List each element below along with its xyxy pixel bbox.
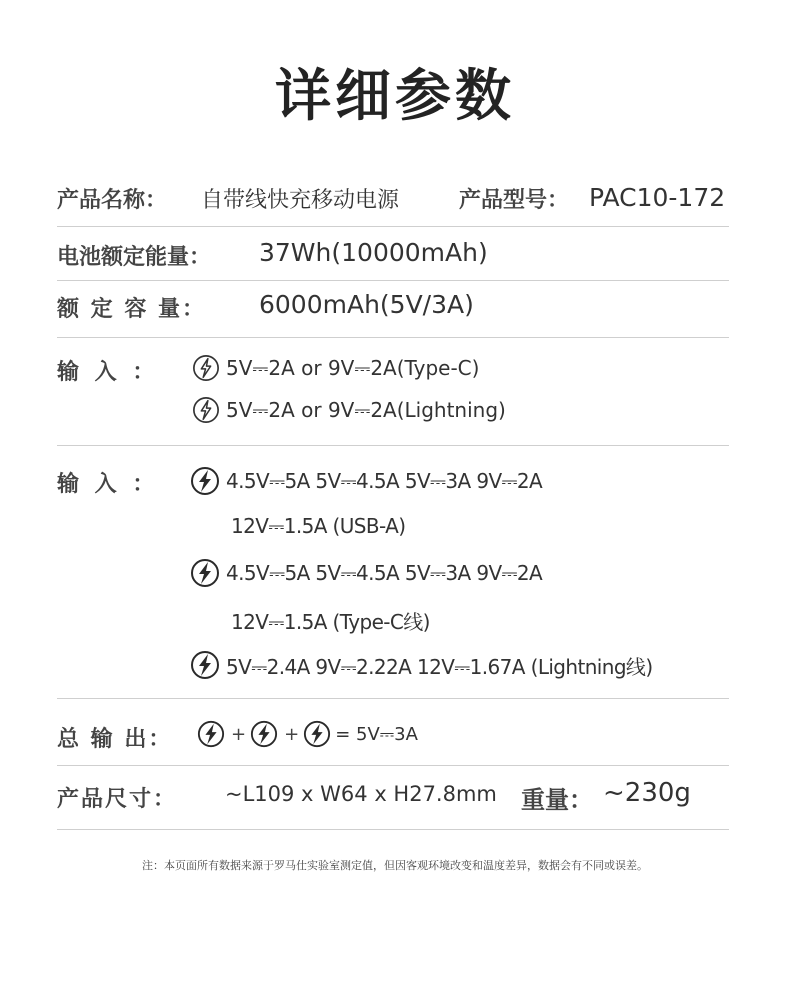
size-value: ~L109 x W64 x H27.8mm — [225, 782, 497, 806]
name-label: 产品名称： — [57, 188, 168, 213]
divider — [57, 337, 729, 338]
divider — [57, 698, 729, 699]
output-line — [231, 606, 430, 635]
output-line-text: 5V⎓2.4A 9V⎓2.22A 12V⎓1.67A (Lightning线) — [226, 654, 653, 679]
output-row — [57, 464, 729, 689]
input-line-text: 5V⎓2A or 9V⎓2A(Type-C) — [226, 356, 480, 380]
model-label: 产品型号： — [459, 188, 570, 213]
input-row — [57, 352, 729, 432]
weight-label: 重量： — [521, 786, 593, 814]
divider — [57, 829, 729, 830]
total-output-row — [57, 720, 729, 754]
disclaimer-note: 注：本页面所有数据来源于罗马仕实验室测定值，但因客观环境改变和温度差异，数据会有不同或误差。 — [142, 859, 648, 872]
lightning-circle-solid-icon — [197, 720, 225, 748]
lightning-circle-solid-icon — [190, 650, 220, 680]
output-line — [190, 558, 542, 588]
input-line — [192, 354, 479, 382]
output-label: 输 入 ： — [57, 472, 159, 497]
input-line — [192, 396, 506, 424]
total-output-value: = 5V⎓3A — [335, 723, 418, 745]
divider — [57, 280, 729, 281]
input-line-text: 5V⎓2A or 9V⎓2A(Lightning) — [226, 398, 506, 422]
total-output-label: 总 输 出： — [57, 727, 173, 752]
output-line-text: 12V⎓1.5A (Type-C线) — [231, 610, 430, 634]
output-line-text: 4.5V⎓5A 5V⎓4.5A 5V⎓3A 9V⎓2A — [226, 561, 543, 585]
divider — [57, 445, 729, 446]
output-line-text: 12V⎓1.5A (USB-A) — [231, 514, 406, 538]
plus-sign: + — [284, 723, 300, 745]
size-label: 产品尺寸： — [57, 787, 178, 812]
input-label: 输 入 ： — [57, 360, 159, 385]
energy-row — [57, 240, 729, 270]
plus-sign: + — [231, 723, 247, 745]
energy-label: 电池额定能量： — [57, 245, 212, 270]
output-line — [190, 650, 653, 680]
lightning-circle-solid-icon — [190, 558, 220, 588]
lightning-circle-solid-icon — [250, 720, 278, 748]
model-value: PAC10-172 — [589, 183, 726, 212]
lightning-circle-outline-icon — [192, 396, 220, 424]
output-line — [231, 514, 405, 538]
energy-value: 37Wh(10000mAh) — [259, 238, 488, 267]
lightning-circle-solid-icon — [190, 466, 220, 496]
capacity-value: 6000mAh(5V/3A) — [259, 290, 474, 319]
capacity-row — [57, 292, 729, 322]
size-row — [57, 780, 729, 814]
output-line — [190, 466, 542, 496]
weight-value: ~230g — [603, 778, 691, 808]
divider — [57, 765, 729, 766]
name-value: 自带线快充移动电源 — [201, 188, 400, 213]
name-row — [57, 183, 729, 213]
lightning-circle-solid-icon — [303, 720, 331, 748]
page-title: 详细参数 — [275, 64, 515, 129]
divider — [57, 226, 729, 227]
capacity-label: 额 定 容 量： — [57, 297, 206, 322]
lightning-circle-outline-icon — [192, 354, 220, 382]
output-line-text: 4.5V⎓5A 5V⎓4.5A 5V⎓3A 9V⎓2A — [226, 469, 543, 493]
total-output-formula — [197, 720, 418, 748]
